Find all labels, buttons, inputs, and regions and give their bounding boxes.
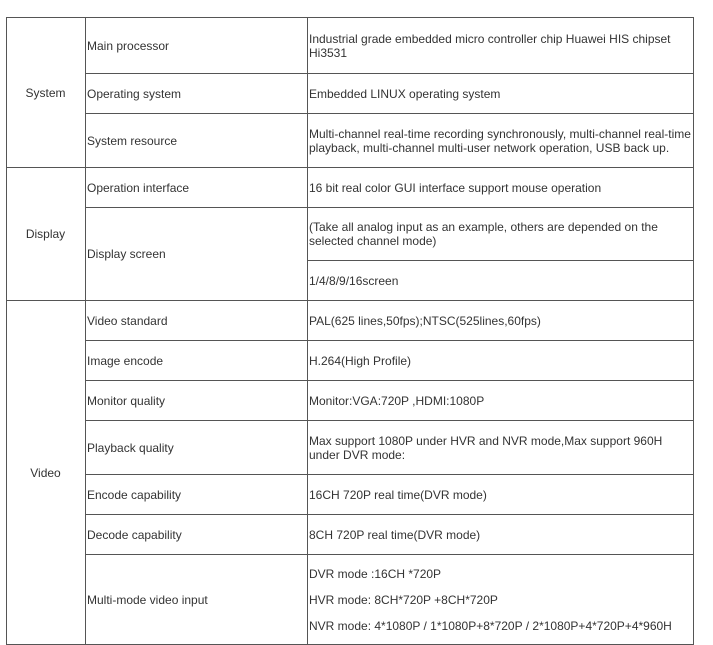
table-row: [7, 208, 694, 261]
spec-value: H.264(High Profile): [308, 341, 694, 381]
spec-name: Encode capability: [86, 475, 308, 515]
spec-value-multiline: [308, 555, 694, 645]
mode-line-hvr: HVR mode: 8CH*720P +8CH*720P: [309, 592, 498, 607]
table-row: [7, 341, 694, 381]
spec-name: Main processor: [86, 18, 308, 74]
spec-value: (Take all analog input as an example, others are depended on the selected channel mode): [308, 208, 694, 261]
spec-name: System resource: [86, 114, 308, 168]
category-system: System: [7, 18, 86, 168]
table-row: [7, 515, 694, 555]
spec-value: Monitor:VGA:720P ,HDMI:1080P: [308, 381, 694, 421]
spec-name: Decode capability: [86, 515, 308, 555]
spec-name: Display screen: [86, 208, 308, 301]
spec-name: Image encode: [86, 341, 308, 381]
table-row: [7, 421, 694, 475]
spec-value: 16 bit real color GUI interface support mouse operation: [308, 168, 694, 208]
mode-line-nvr: NVR mode: 4*1080P / 1*1080P+8*720P / 2*1080P+4*720P+4*960H: [309, 618, 672, 633]
spec-value: 16CH 720P real time(DVR mode): [308, 475, 694, 515]
spec-value: Industrial grade embedded micro controller chip Huawei HIS chipset Hi3531: [308, 18, 694, 74]
mode-line-dvr: DVR mode :16CH *720P: [309, 566, 442, 581]
spec-value: Max support 1080P under HVR and NVR mode,Max support 960H under DVR mode:: [308, 421, 694, 475]
spec-table: [6, 17, 694, 645]
spec-name: Playback quality: [86, 421, 308, 475]
table-row: [7, 18, 694, 74]
category-video: Video: [7, 301, 86, 645]
table-row: [7, 114, 694, 168]
spec-value: PAL(625 lines,50fps);NTSC(525lines,60fps): [308, 301, 694, 341]
spec-value: 1/4/8/9/16screen: [308, 261, 694, 301]
table-row: [7, 74, 694, 114]
table-row: [7, 555, 694, 645]
spec-name: Operation interface: [86, 168, 308, 208]
spec-name: Monitor quality: [86, 381, 308, 421]
table-row: [7, 168, 694, 208]
spec-value: Multi-channel real-time recording synchronously, multi-channel real-time playback, multi-channel multi-user network operation, USB back up.: [308, 114, 694, 168]
table-row: [7, 381, 694, 421]
spec-name: Operating system: [86, 74, 308, 114]
table-row: [7, 301, 694, 341]
category-display: Display: [7, 168, 86, 301]
spec-value: Embedded LINUX operating system: [308, 74, 694, 114]
table-row: [7, 475, 694, 515]
spec-value: 8CH 720P real time(DVR mode): [308, 515, 694, 555]
spec-name: Video standard: [86, 301, 308, 341]
spec-name: Multi-mode video input: [86, 555, 308, 645]
